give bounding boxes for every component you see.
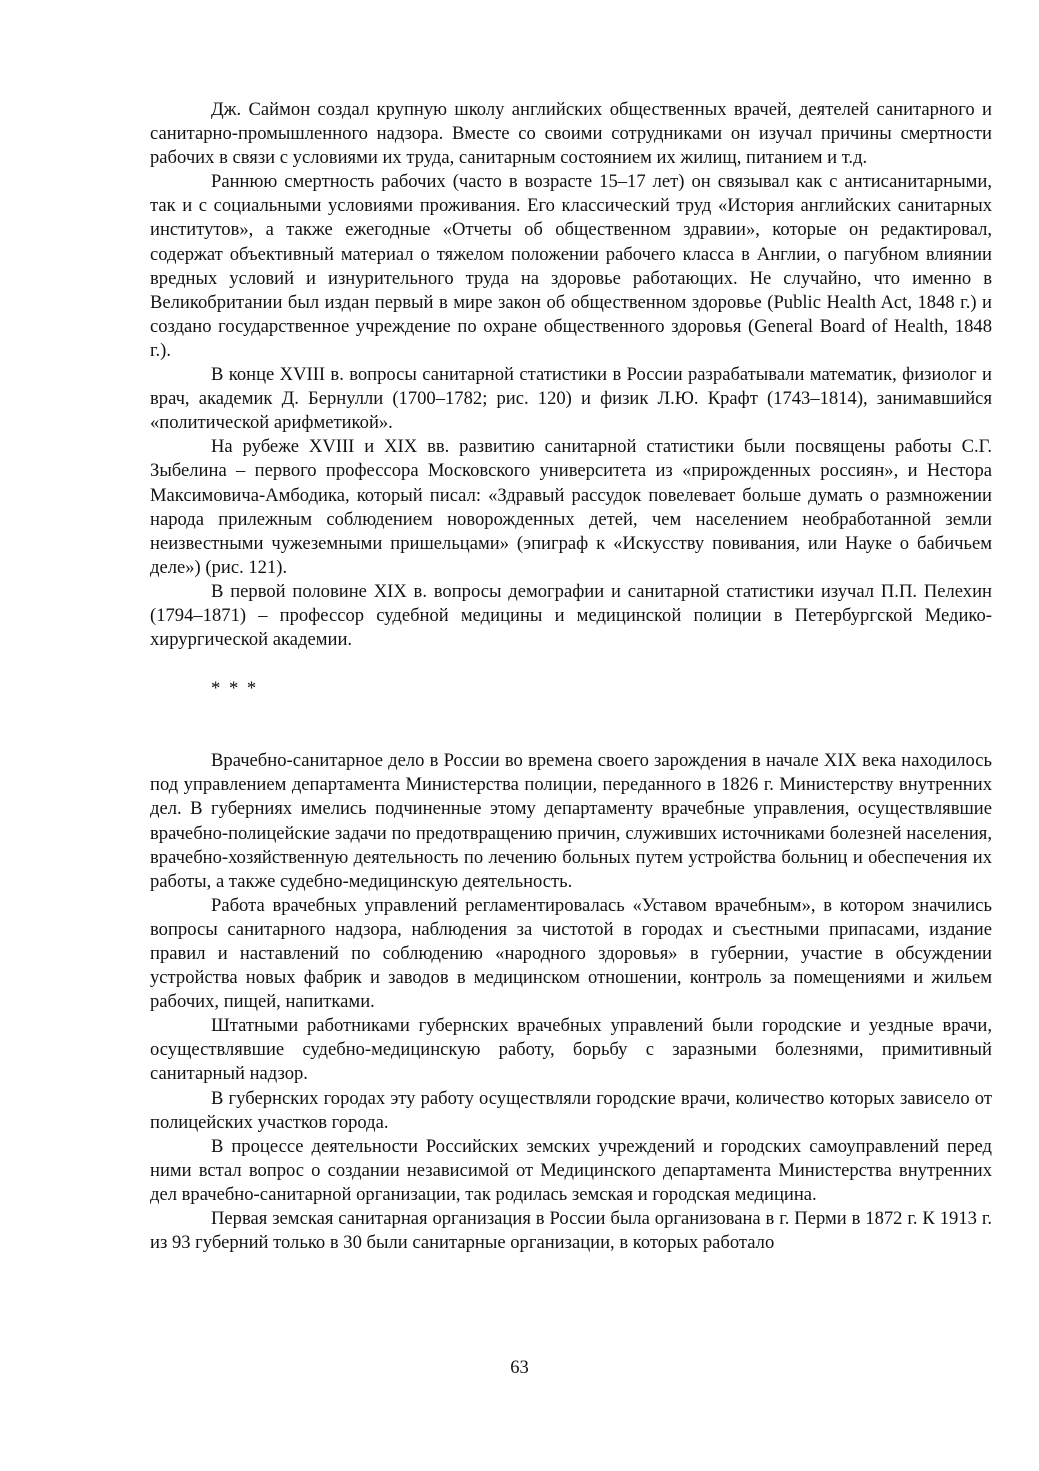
paragraph: Первая земская санитарная организация в России была организована в г. Перми в 1872 г. К 1913 г. из 93 губерний только в 30 были санитарные организации, в которых работало [150, 1208, 992, 1254]
paragraph: Работа врачебных управлений регламентировалась «Уставом врачебным», в котором значились вопросы санитарного надзора, наблюдения за чистотой в городах и съестными припасами, издание правил и наставлений по соблюдению «народного здоровья» в губернии, участие в обсуждении устройства новых фабрик и заводов в медицинском отношении, контроль за помещениями и жильем рабочих, пищей, напитками. [150, 894, 992, 1013]
paragraph: В губернских городах эту работу осуществляли городские врачи, количество которых зависело от полицейских участков города. [150, 1087, 992, 1133]
paragraph: Врачебно-санитарное дело в России во времена своего зарождения в начале XIX века находилось под управлением департамента Министерства полиции, переданного в 1826 г. Министерству внутренних дел. В губерниях имелись подчиненные этому департаменту врачебные управления, осуществлявшие врачебно-полицейские задачи по предотвращению причин, служивших источниками болезней населения, врачебно-хозяйственную деятельность по лечению больных путем устройства больниц и обеспечения их работы, а также судебно-медицинскую деятельность. [150, 750, 992, 892]
paragraph: Раннюю смертность рабочих (часто в возрасте 15–17 лет) он связывал как с антисанитарными, так и с социальными условиями проживания. Его классический труд «История английских санитарных институтов», а также ежегодные «Отчеты об общественном здравии», которые он редактировал, содержат объективный материал о тяжелом положении рабочего класса в Англии, о пагубном влиянии вредных условий и изнурительного труда на здоровье работающих. Не случайно, что именно в Великобритании был издан первый в мире закон об общественном здоровье (Public Health Act, 1848 г.) и создано государственное учреждение по охране общественного здоровья (General Board of Health, 1848 г.). [150, 171, 992, 361]
paragraph: Штатными работниками губернских врачебных управлений были городские и уездные врачи, осуществлявшие судебно-медицинскую работу, борьбу с заразными болезнями, примитивный санитарный надзор. [150, 1015, 992, 1085]
page-number: 63 [510, 1357, 529, 1378]
paragraph: Дж. Саймон создал крупную школу английских общественных врачей, деятелей санитарного и санитарно-промышленного надзора. Вместе со своими сотрудниками он изучал причины смертности рабочих в связи с условиями их труда, санитарным состоянием их жилищ, питанием и т.д. [150, 99, 992, 169]
paragraph: На рубеже XVIII и XIX вв. развитию санитарной статистики были посвящены работы С.Г. Зыбелина – первого профессора Московского университета из «прирожденных россиян», и Нестора Максимовича-Амбодика, который писал: «Здравый рассудок повелевает больше думать о размножении народа прилежным соблюдением новорожденных детей, чем населением необработанной земли неизвестными чужеземными пришельцами» (эпиграф к «Искусству повивания, или Науке о бабичьем деле») (рис. 121). [150, 436, 992, 578]
paragraph: В конце XVIII в. вопросы санитарной статистики в России разрабатывали математик, физиолог и врач, академик Д. Бернулли (1700–1782; рис. 120) и физик Л.Ю. Крафт (1743–1814), занимавшийся «политической арифметикой». [150, 364, 992, 434]
section-separator: * * * [211, 678, 259, 700]
paragraph: В первой половине XIX в. вопросы демографии и санитарной статистики изучал П.П. Пелехин (1794–1871) – профессор судебной медицины и медицинской полиции в Петербургской Медико-хирургической академии. [150, 580, 992, 651]
paragraph: В процессе деятельности Российских земских учреждений и городских самоуправлений перед ними встал вопрос о создании независимой от Медицинского департамента Министерства внутренних дел врачебно-санитарной организации, так родилась земская и городская медицина. [150, 1135, 992, 1205]
document-page [150, 98, 992, 1255]
